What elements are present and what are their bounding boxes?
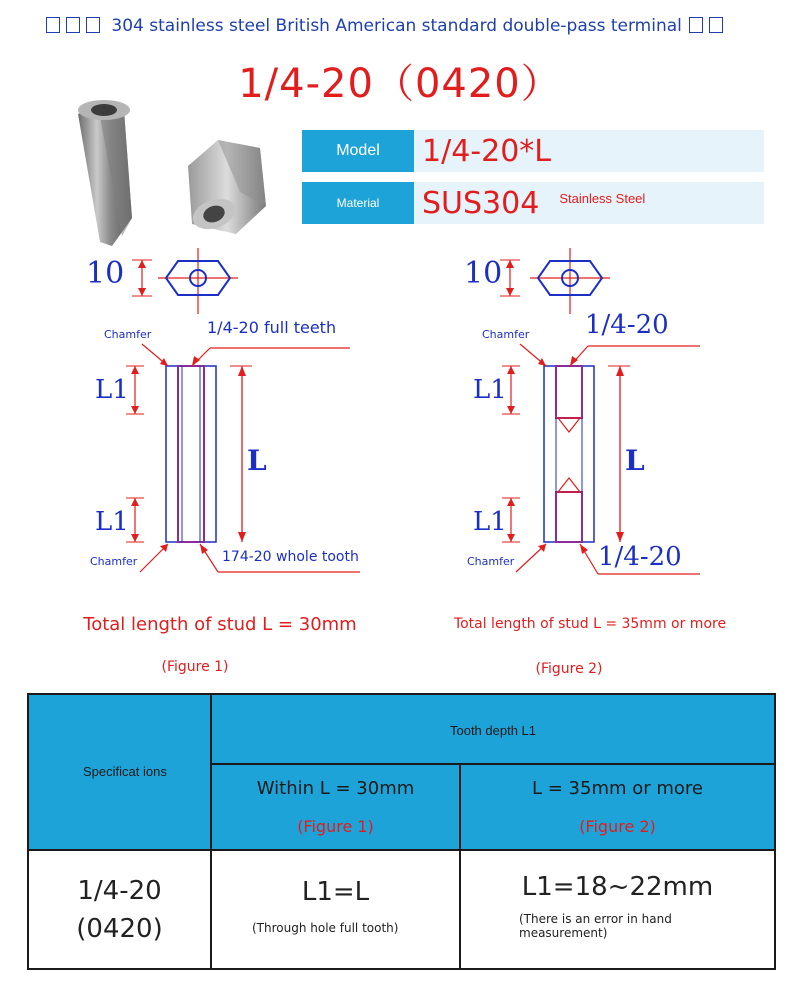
hex-end-view-1	[132, 248, 238, 314]
figure1-drawing	[80, 248, 380, 588]
standoff-section-1	[166, 366, 216, 542]
row-col2-value: L1=18~22mm	[521, 871, 714, 902]
fig1-caption: Total length of stud L = 30mm	[83, 614, 357, 635]
fig1-chamfer-bottom: Chamfer	[90, 555, 138, 568]
row-col1-value: L1=L	[301, 876, 370, 907]
fig2-l1-bottom: L1	[473, 507, 507, 537]
fig1-chamfer-top: Chamfer	[104, 328, 152, 341]
spec-header-cell	[28, 694, 211, 850]
material-value-box	[414, 182, 764, 224]
header-glyph-left-3	[86, 17, 100, 33]
material-label: Material	[302, 182, 414, 224]
col2-header: L = 35mm or more	[531, 778, 703, 799]
fig1-l1-bottom: L1	[95, 507, 129, 537]
fig2-hex-size: 10	[464, 256, 503, 291]
fig1-l-label: L	[247, 444, 267, 477]
col1-header: Within L = 30mm	[256, 778, 415, 799]
header-glyph-right-2	[709, 17, 723, 33]
fig2-thread-label: 1/4-20	[585, 310, 669, 340]
row-spec-cell	[28, 850, 211, 969]
hex-end-view-2	[500, 248, 610, 314]
tooth-depth-header-cell	[211, 694, 775, 764]
col2-figure: (Figure 2)	[579, 817, 656, 836]
header-glyph-left	[46, 17, 60, 33]
row-col1-note: (Through hole full tooth)	[252, 920, 399, 935]
header-text: 304 stainless steel British American standard double-pass terminal	[106, 16, 688, 36]
fig2-chamfer-top: Chamfer	[482, 328, 530, 341]
fig1-hex-size: 10	[86, 256, 125, 291]
figure2-drawing	[460, 248, 760, 588]
fig2-l-label: L	[625, 444, 645, 477]
fig1-bottom-thread: 174-20 whole tooth	[222, 549, 359, 565]
material-value: SUS304	[422, 185, 540, 221]
fig2-l1-top: L1	[473, 375, 507, 405]
fig2-bottom-thread: 1/4-20	[598, 542, 682, 572]
row-col2-note: (There is an error in hand measurement)	[519, 911, 672, 940]
row-spec-line2: (0420)	[76, 913, 163, 944]
header-glyph-right	[689, 17, 703, 33]
fig1-l1-top: L1	[95, 375, 129, 405]
fig2-chamfer-bottom: Chamfer	[467, 555, 515, 568]
product-line-header	[0, 16, 800, 36]
header-glyph-left-2	[66, 17, 80, 33]
model-value: 1/4-20*L	[414, 130, 764, 172]
tooth-depth-header: Tooth depth L1	[449, 722, 537, 738]
row-spec-line1: 1/4-20	[77, 875, 162, 906]
material-note: Stainless Steel	[559, 190, 646, 206]
fig2-caption: Total length of stud L = 35mm or more	[453, 616, 727, 632]
standoff-section-2	[544, 366, 594, 542]
page-title: 1/4-20（0420）	[238, 61, 562, 107]
col1-header-cell	[211, 764, 460, 850]
row-col2-cell	[460, 850, 775, 969]
tooth-depth-table	[27, 693, 776, 970]
fig2-label: (Figure 2)	[535, 661, 603, 677]
col1-figure: (Figure 1)	[297, 817, 374, 836]
model-label: Model	[302, 130, 414, 172]
product-photo	[70, 96, 280, 256]
spec-header: Specificat ions	[83, 764, 167, 779]
row-col1-cell	[211, 850, 460, 969]
col2-header-cell	[460, 764, 775, 850]
fig1-thread-label: 1/4-20 full teeth	[207, 318, 337, 337]
standoff-tall	[78, 100, 132, 246]
standoff-short	[188, 140, 266, 235]
fig1-label: (Figure 1)	[161, 659, 229, 675]
